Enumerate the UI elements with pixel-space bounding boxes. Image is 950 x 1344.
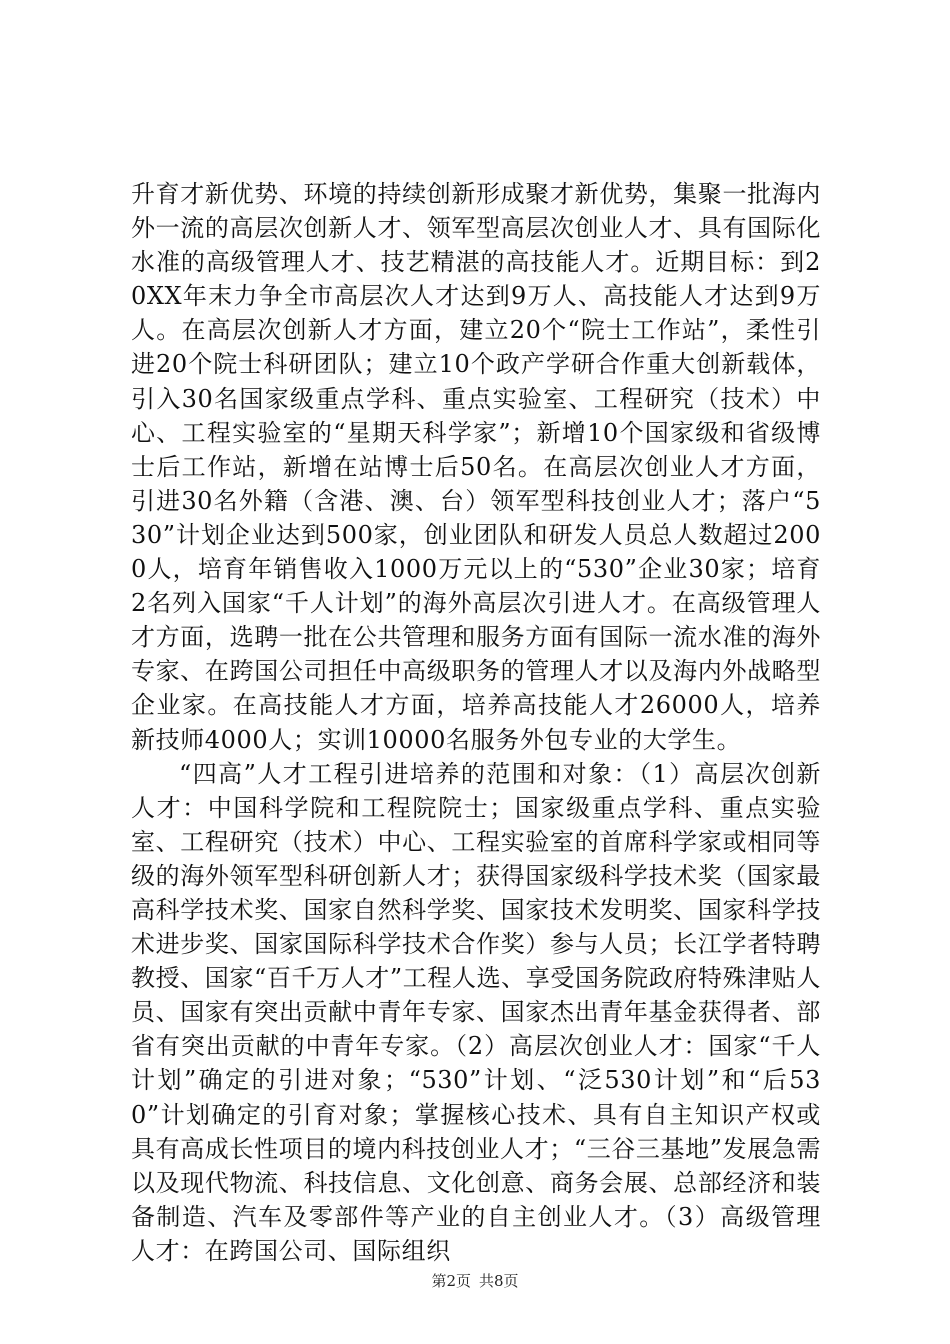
- document-body: [131, 177, 821, 1268]
- page-footer: [0, 1271, 950, 1291]
- paragraph-scope: “四高”人才工程引进培养的范围和对象：（1）高层次创新人才：中国科学院和工程院院士；国家级重点学科、重点实验室、工程研究（技术）中心、工程实验室的首席科学家或相同等级的海外领军型科研创新人才；获得国家级科学技术奖（国家最高科学技术奖、国家自然科学奖、国家技术发明奖、国家科学技术进步奖、国家国际科学技术合作奖）参与人员；长江学者特聘教授、国家“百千万人才”工程人选、享受国务院政府特殊津贴人员、国家有突出贡献中青年专家、国家杰出青年基金获得者、部省有突出贡献的中青年专家。（2）高层次创业人才：国家“千人计划”确定的引进对象；“530”计划、“泛530计划”和“后530”计划确定的引育对象；掌握核心技术、具有自主知识产权或具有高成长性项目的境内科技创业人才；“三谷三基地”发展急需以及现代物流、科技信息、文化创意、商务会展、总部经济和装备制造、汽车及零部件等产业的自主创业人才。（3）高级管理人才：在跨国公司、国际组织: [131, 759, 821, 1265]
- page-total: 共8页: [479, 1272, 519, 1290]
- page-number: 第2页: [431, 1272, 471, 1290]
- paragraph-targets: 升育才新优势、环境的持续创新形成聚才新优势，集聚一批海内外一流的高层次创新人才、领军型高层次创业人才、具有国际化水准的高级管理人才、技艺精湛的高技能人才。近期目标：到20XX年末力争全市高层次人才达到9万人、高技能人才达到9万人。在高层次创新人才方面，建立20个“院士工作站”，柔性引进20个院士科研团队；建立10个政产学研合作重大创新载体，引入30名国家级重点学科、重点实验室、工程研究（技术）中心、工程实验室的“星期天科学家”；新增10个国家级和省级博士后工作站，新增在站博士后50名。在高层次创业人才方面，引进30名外籍（含港、澳、台）领军型科技创业人才；落户“530”计划企业达到500家，创业团队和研发人员总人数超过2000人，培育年销售收入1000万元以上的“530”企业30家；培育2名列入国家“千人计划”的海外高层次引进人才。在高级管理人才方面，选聘一批在公共管理和服务方面有国际一流水准的海外专家、在跨国公司担任中高级职务的管理人才以及海内外战略型企业家。在高技能人才方面，培养高技能人才26000人，培养新技师4000人；实训10000名服务外包专业的大学生。: [131, 180, 821, 754]
